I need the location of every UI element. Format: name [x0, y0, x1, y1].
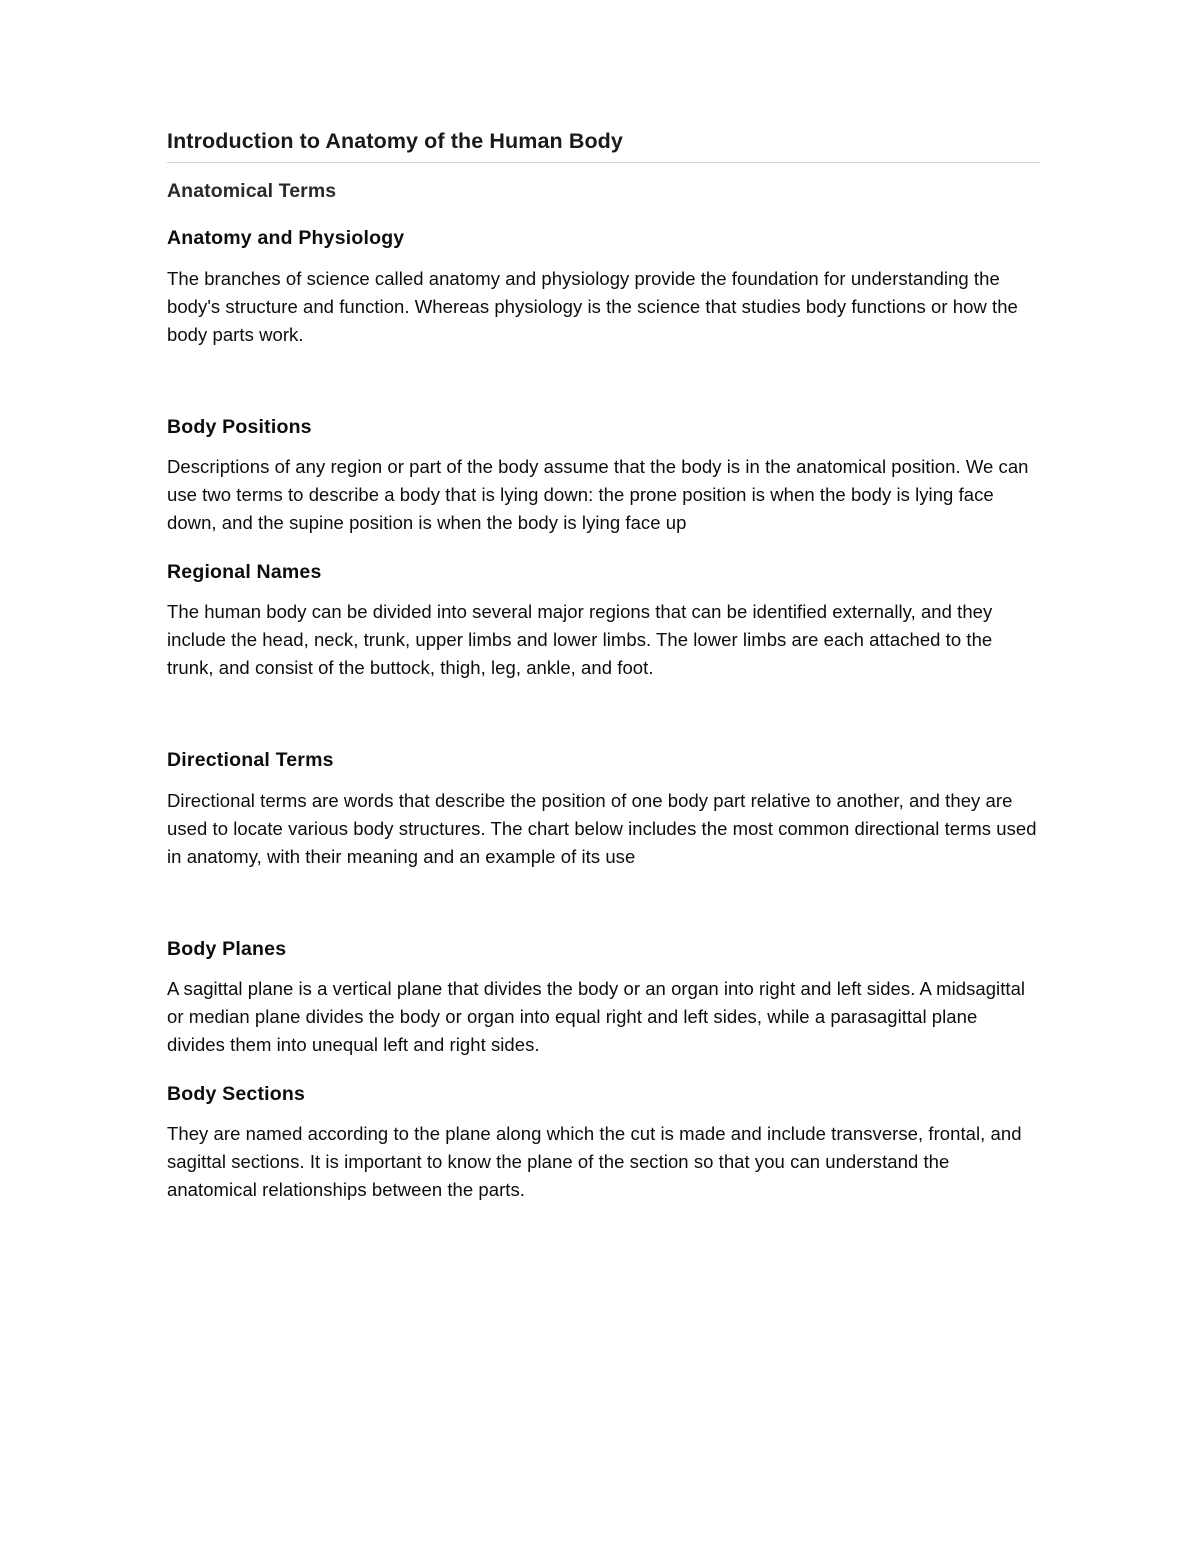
section-body-body-planes: A sagittal plane is a vertical plane that divides the body or an organ into right and left sides. A midsagittal or median plane divides the body or organ into equal right and left sides, while a parasagittal plane divides them into unequal left and right sides.	[167, 978, 1026, 1056]
section-body-regional-names: The human body can be divided into several major regions that can be identified externally, and they include the head, neck, trunk, upper limbs and lower limbs. The lower limbs are each attached to the trunk, and consist of the buttock, thigh, leg, ankle, and foot.	[167, 600, 993, 679]
section-heading-regional-names: Regional Names	[167, 560, 322, 583]
page-title: Introduction to Anatomy of the Human Body	[167, 128, 1040, 163]
section-heading-anatomy-and-physiology: Anatomy and Physiology	[167, 227, 405, 250]
section-body-directional-terms: Directional terms are words that describe the position of one body part relative to another, and they are used to locate various body structures. The chart below includes the most common directional terms used in anatomy, with their meaning and an example of its use	[167, 789, 1037, 867]
section-body-anatomy-and-physiology: The branches of science called anatomy and physiology provide the foundation for understanding the body's structure and function. Whereas physiology is the science that studies body functions or how the body parts work.	[167, 267, 1018, 345]
document-subtitle: Anatomical Terms	[167, 179, 337, 202]
spacer	[167, 682, 1040, 726]
spacer	[167, 871, 1040, 915]
spacer	[167, 349, 1040, 393]
section-heading-body-sections: Body Sections	[167, 1082, 306, 1105]
section-heading-directional-terms: Directional Terms	[167, 749, 334, 772]
section-body-body-positions: Descriptions of any region or part of the body assume that the body is in the anatomical position. We can use two terms to describe a body that is lying down: the prone position is when the body is lying face down, and the supine position is when the body is lying face up	[167, 456, 1029, 534]
section-heading-body-positions: Body Positions	[167, 415, 312, 438]
section-body-body-sections: They are named according to the plane along which the cut is made and include transverse, frontal, and sagittal sections. It is important to know the plane of the section so that you can understand the anatomical relationships between the parts.	[167, 1122, 1022, 1201]
section-heading-body-planes: Body Planes	[167, 937, 287, 960]
